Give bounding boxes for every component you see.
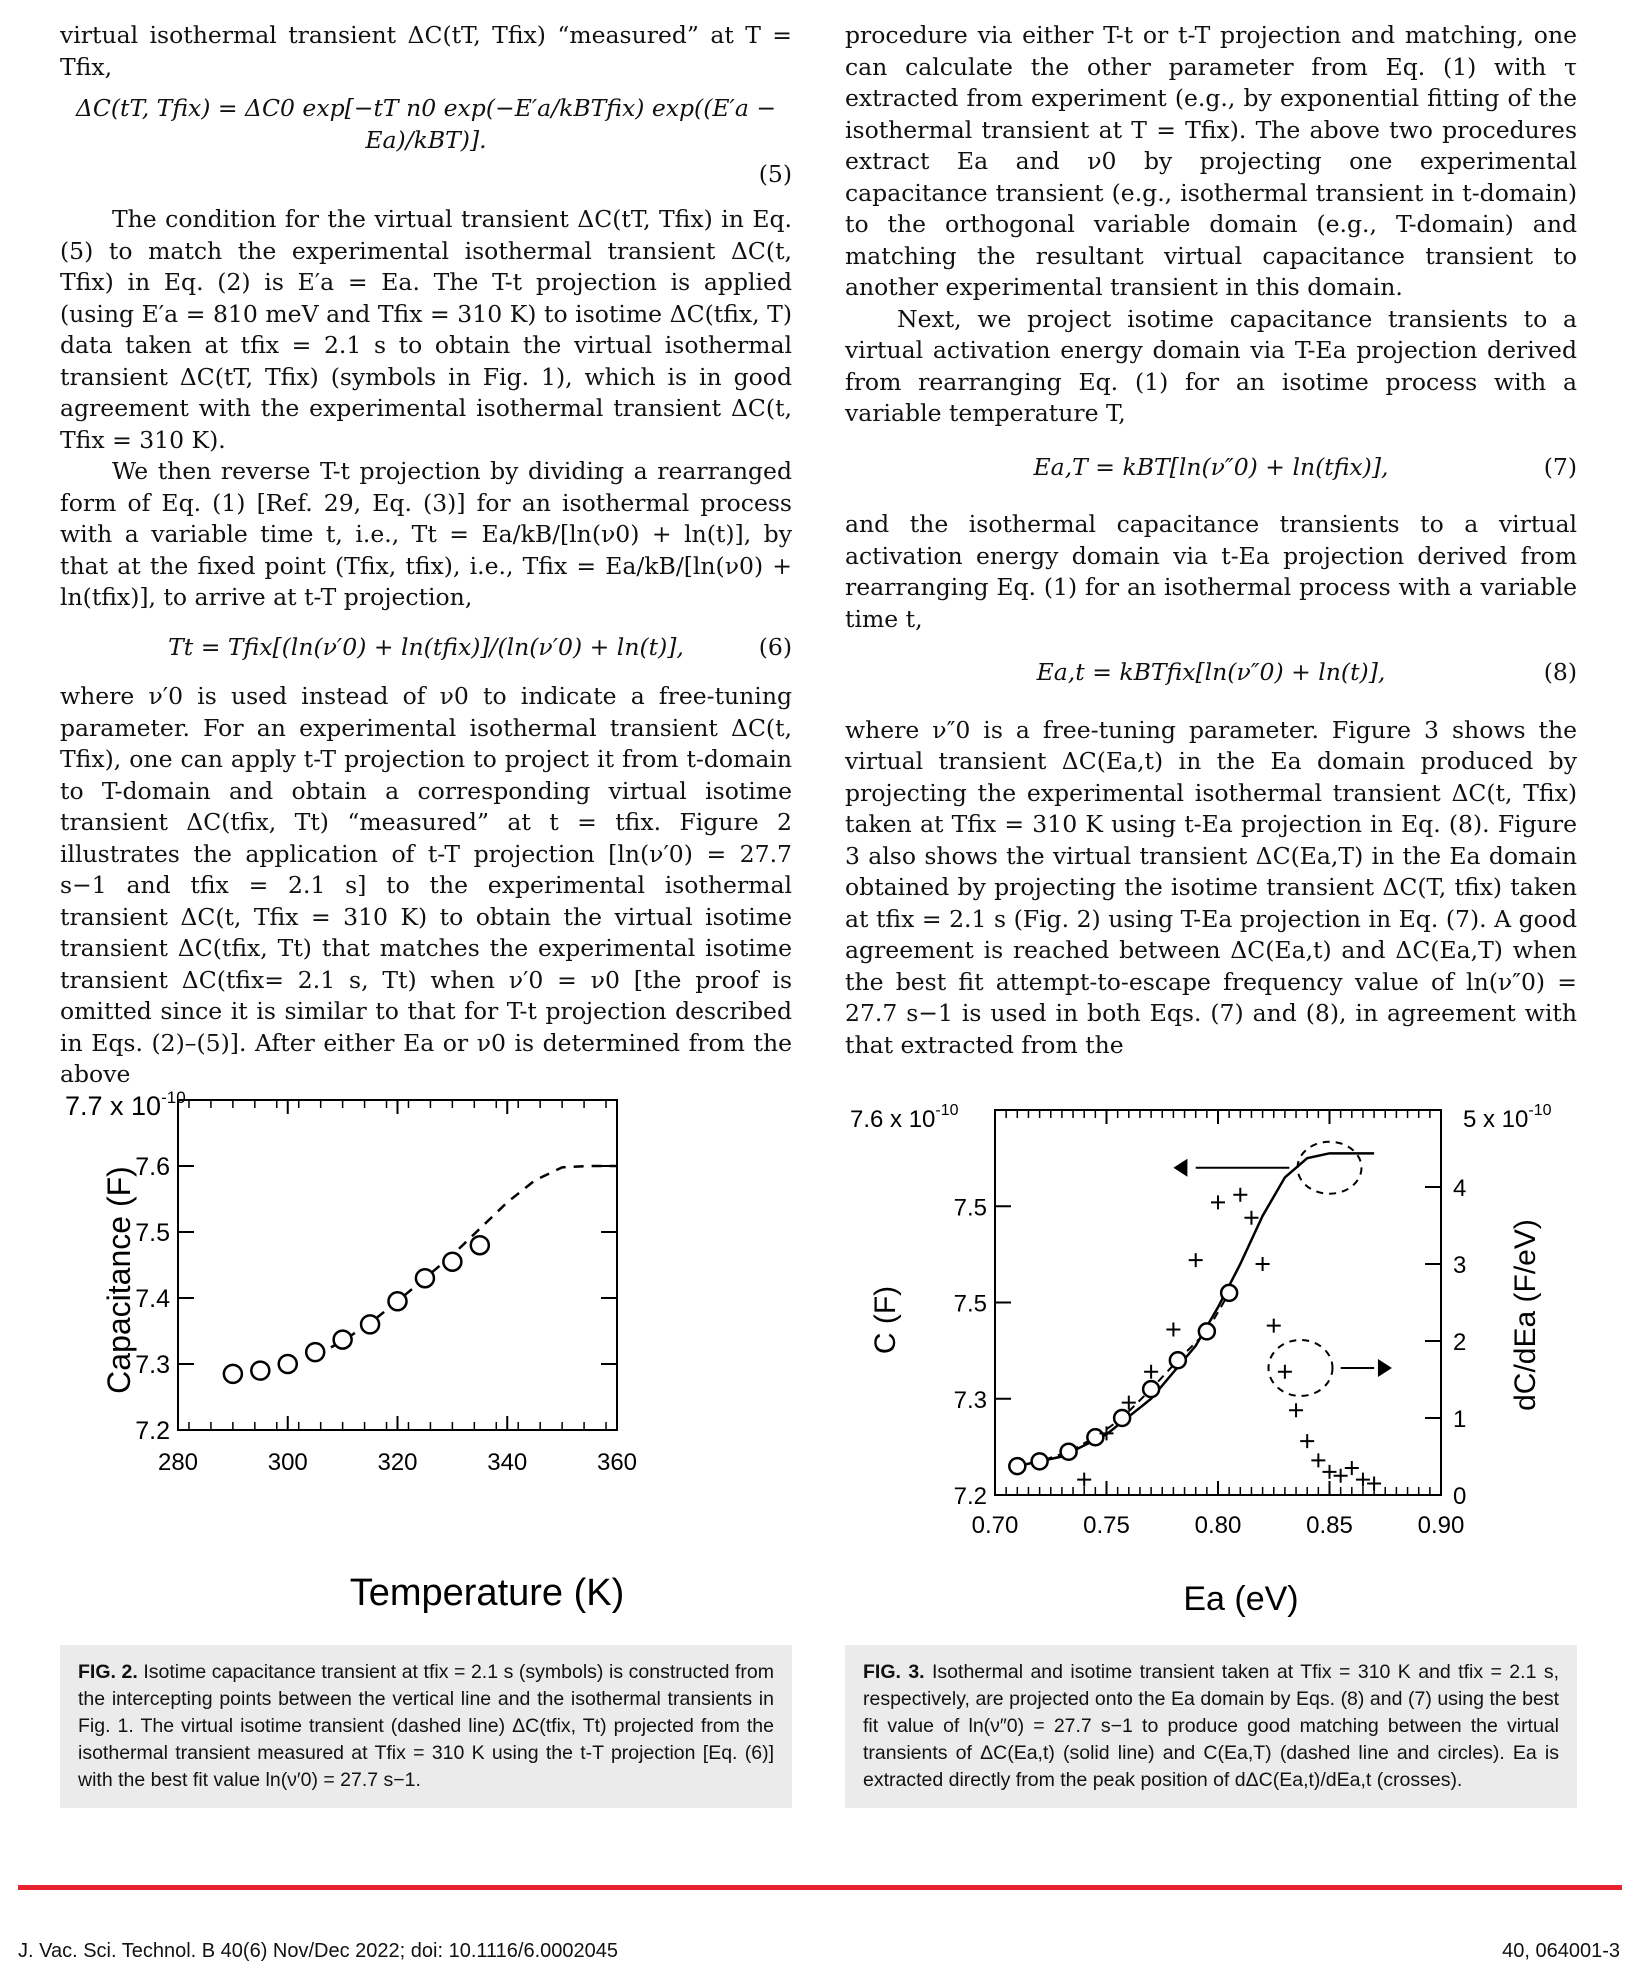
- equation-7-body: Ea,T = kBT[ln(ν″0) + ln(tfix)],: [1033, 452, 1389, 481]
- figure-3-cross-point: [1345, 1461, 1359, 1475]
- figure-3-x-tick-label: 0.75: [1083, 1512, 1130, 1539]
- right-paragraph-4: where ν″0 is a free-tuning parameter. Figure 3 shows the virtual transient ΔC(Ea,t) in the Ea domain produced by projecting the experimental isothermal transient ΔC(t, Tfix) taken at Tfix = 310 K using t-Ea projection in Eq. (8). Figure 3 also shows the virtual transient ΔC(Ea,T) in the Ea domain obtained by projecting the isotime transient ΔC(T, tfix) taken at tfix = 2.1 s (Fig. 2) using T-Ea projection in Eq. (7). A good agreement is reached between ΔC(Ea,t) and ΔC(Ea,T) when the best fit attempt-to-escape frequency value of ln(ν″0) = 27.7 s−1 is used in both Eqs. (7) and (8), in agreement with that extracted from the: [845, 715, 1577, 1059]
- figure-3-circle-point: [1009, 1458, 1025, 1474]
- figure-3-y-tick-label: 7.5: [953, 1194, 987, 1222]
- figure-2-caption: [60, 1645, 792, 1808]
- figure-3-caption: [845, 1645, 1577, 1808]
- left-paragraph-4: where ν′0 is used instead of ν0 to indicate a free-tuning parameter. For an experimental isothermal transient ΔC(t, Tfix), one can apply t-T projection to project it from t-domain to T-domain and obtain a corresponding virtual isotime transient ΔC(tfix, Tt) “measured” at t = tfix. Figure 2 illustrates the application of t-T projection [ln(ν′0) = 27.7 s−1 and tfix = 2.1 s] to the experimental isothermal transient ΔC(t, Tfix = 310 K) to obtain the virtual isotime transient ΔC(tfix, Tt) that matches the experimental isotime transient ΔC(tfix= 2.1 s, Tt) when ν′0 = ν0 [the proof is omitted since it is similar to that for T-t projection described in Eqs. (2)–(5)]. After either Ea or ν0 is determined from the above: [60, 682, 792, 1088]
- figure-3-y2-axis-label: dC/dEa (F/eV): [1509, 1219, 1542, 1411]
- figure-3-cross-point: [1289, 1403, 1303, 1417]
- figure-2-y-axis-label: Capacitance (F): [101, 1166, 137, 1394]
- figure-3-cross-point: [1334, 1469, 1348, 1483]
- figure-3-circle-point: [1221, 1285, 1237, 1301]
- figure-2-data-point: [416, 1269, 434, 1287]
- figure-2-x-tick-label: 280: [157, 1449, 199, 1476]
- figure-3-y-tick-label: 7.5: [953, 1290, 987, 1318]
- figure-3-caption-text: Isothermal and isotime transient taken at Tfix = 310 K and tfix = 2.1 s, respectively, are projected onto the Ea domain by Eqs. (8) and (7) using the best fit value of ln(ν″0) = 27.7 s−1 to produce good matching between the virtual transients of ΔC(Ea,t) (solid line) and C(Ea,T) (dashed line and circles). Ea is extracted directly from the peak position of dΔC(Ea,t)/dEa,t (crosses).: [863, 1661, 1559, 1791]
- figure-3-x-tick-label: 0.80: [1194, 1512, 1242, 1539]
- figure-3-cross-point: [1256, 1257, 1270, 1271]
- figure-3-cross-point: [1278, 1365, 1292, 1379]
- figure-2-x-axis-label: Temperature (K): [349, 1572, 625, 1614]
- equation-6-number: (6): [758, 632, 792, 661]
- figure-3-cross-point: [1300, 1434, 1314, 1448]
- figure-3: [845, 1065, 1577, 1808]
- figure-3-cross-point: [1189, 1253, 1203, 1267]
- figure-2-plot-area: [135, 1100, 637, 1476]
- right-paragraph-1: procedure via either T-t or t-T projection and matching, one can calculate the other parameter from Eq. (1) with τ extracted from experiment (e.g., by exponential fitting of the isothermal transient at T = Tfix). The above two procedures extract Ea and ν0 by projecting one experimental capacitance transient (e.g., isothermal transient in t-domain) to the orthogonal variable domain (e.g., T-domain) and matching the resultant virtual capacitance transient to another experimental transient in this domain.: [845, 21, 1577, 301]
- footer-divider: [18, 1885, 1622, 1890]
- figure-3-circle-point: [1199, 1323, 1215, 1339]
- figure-2-y-tick-label: 7.2: [135, 1417, 170, 1445]
- figure-3-cross-point: [1356, 1473, 1370, 1487]
- figure-2-y-tick-label: 7.4: [135, 1285, 170, 1313]
- figure-3-y2-tick-label: 3: [1453, 1252, 1467, 1279]
- figure-3-cross-point: [1323, 1465, 1337, 1479]
- footer-page-number: 40, 064001-3: [1502, 1940, 1620, 1962]
- equation-8-number: (8): [1543, 658, 1577, 686]
- figure-3-circle-point: [1087, 1429, 1103, 1445]
- figure-2-data-point: [471, 1236, 489, 1254]
- figure-3-circle-point: [1143, 1381, 1159, 1397]
- equation-7: [845, 452, 1577, 484]
- figure-2-data-point: [443, 1253, 461, 1271]
- figure-2-exponent-label: 7.7 x $10^{-10}$: [65, 1088, 186, 1121]
- equation-8-body: Ea,t = kBTfix[ln(ν″0) + ln(t)],: [1036, 658, 1386, 686]
- figure-3-left-arrow-head: [1173, 1159, 1187, 1177]
- figure-3-dashed-line: [1017, 1293, 1229, 1466]
- figure-2-data-point: [224, 1365, 242, 1383]
- figure-3-right-arrow-head: [1378, 1359, 1392, 1377]
- figure-2: [60, 1065, 792, 1808]
- left-paragraph-3: We then reverse T-t projection by dividing a rearranged form of Eq. (1) [Ref. 29, Eq. (3)] for an isothermal process with a variable time t, i.e., Tt = Ea/kB/[ln(ν0) + ln(t)], by that at the fixed point (Tfix, tfix), i.e., Tfix = Ea/kB/[ln(ν0) + ln(tfix)], to arrive at t-T projection,: [60, 457, 792, 611]
- figure-3-x-tick-label: 0.70: [971, 1512, 1019, 1539]
- figure-3-annotation-ellipse: [1269, 1340, 1333, 1396]
- right-paragraph-3: and the isothermal capacitance transients to a virtual activation energy domain via t-Ea projection derived from rearranging Eq. (1) for an isothermal process with a variable time t,: [845, 510, 1577, 633]
- figure-3-y2-tick-label: 0: [1453, 1483, 1467, 1510]
- figure-2-data-point: [334, 1331, 352, 1349]
- equation-5-body: ΔC(tT, Tfix) = ΔC0 exp[−tT n0 exp(−E′a/kBTfix) exp((E′a − Ea)/kBT)].: [75, 94, 777, 154]
- left-paragraph-1: virtual isothermal transient ΔC(tT, Tfix) “measured” at T = Tfix,: [60, 21, 792, 81]
- figure-2-y-tick-label: 7.6: [135, 1153, 170, 1181]
- left-column: [60, 20, 792, 1091]
- figure-3-cross-point: [1233, 1188, 1247, 1202]
- equation-5-number: (5): [758, 159, 792, 188]
- figure-3-chart: [845, 1065, 1577, 1645]
- figure-3-circle-point: [1061, 1444, 1077, 1460]
- right-paragraph-2: Next, we project isotime capacitance transients to a virtual activation energy domain via T-Ea projection derived from rearranging Eq. (1) for an isotime process with a variable temperature T,: [845, 304, 1577, 427]
- figure-3-cross-point: [1166, 1322, 1180, 1336]
- figure-2-data-point: [279, 1355, 297, 1373]
- figure-3-cross-point: [1211, 1195, 1225, 1209]
- figure-3-circle-point: [1114, 1410, 1130, 1426]
- figure-3-x-tick-label: 0.90: [1417, 1512, 1465, 1539]
- figure-3-y2-exponent-label: 5 x $10^{-10}$: [1463, 1102, 1552, 1133]
- figure-3-cross-point: [1367, 1476, 1381, 1490]
- right-column: [845, 20, 1577, 1061]
- figure-3-y-axis-label: C (F): [869, 1285, 902, 1355]
- figure-3-y2-tick-label: 2: [1453, 1329, 1467, 1356]
- figure-3-cross-point: [1144, 1365, 1158, 1379]
- figure-3-x-axis-label: Ea (eV): [1183, 1580, 1299, 1618]
- footer-citation: J. Vac. Sci. Technol. B 40(6) Nov/Dec 2022; doi: 10.1116/6.0002045: [18, 1940, 619, 1962]
- figure-3-cross-point: [1267, 1319, 1281, 1333]
- figure-3-plot-area: [954, 1110, 1467, 1539]
- equation-7-number: (7): [1543, 452, 1577, 481]
- figure-2-data-point: [389, 1292, 407, 1310]
- figure-3-y2-tick-label: 1: [1453, 1406, 1467, 1433]
- figure-2-data-point: [251, 1362, 269, 1380]
- figure-3-y-tick-label: 7.3: [953, 1386, 987, 1414]
- figure-2-x-tick-label: 320: [377, 1449, 418, 1476]
- figure-3-annotation-ellipse: [1298, 1142, 1362, 1194]
- figure-3-circle-point: [1032, 1453, 1048, 1469]
- figure-2-data-point: [361, 1315, 379, 1333]
- figure-3-cross-point: [1311, 1453, 1325, 1467]
- figure-2-chart: [60, 1065, 792, 1645]
- figure-3-cross-point: [1077, 1473, 1091, 1487]
- figure-3-cross-point: [1244, 1211, 1258, 1225]
- figure-3-caption-label: FIG. 3.: [863, 1661, 925, 1683]
- figure-2-frame: [178, 1100, 617, 1430]
- figure-3-y-tick-label: 7.2: [953, 1483, 987, 1510]
- figure-3-y2-tick-label: 4: [1453, 1175, 1467, 1202]
- figure-2-x-tick-label: 360: [596, 1449, 638, 1476]
- equation-8: [845, 657, 1577, 689]
- figure-2-x-tick-label: 340: [487, 1449, 528, 1476]
- equation-6-body: Tt = Tfix[(ln(ν′0) + ln(tfix)]/(ln(ν′0) + ln(t)],: [168, 632, 684, 661]
- figure-3-exponent-label: 7.6 x $10^{-10}$: [850, 1102, 959, 1133]
- figure-3-x-tick-label: 0.85: [1306, 1512, 1353, 1539]
- equation-5: [60, 93, 792, 188]
- figure-2-data-point: [306, 1343, 324, 1361]
- left-paragraph-2: The condition for the virtual transient ΔC(tT, Tfix) in Eq. (5) to match the experimental isothermal transient ΔC(t, Tfix) in Eq. (2) is E′a = Ea. The T-t projection is applied (using E′a = 810 meV and Tfix = 310 K) to isotime ΔC(tfix, T) data taken at tfix = 2.1 s to obtain the virtual isothermal transient ΔC(tT, Tfix) (symbols in Fig. 1), which is in good agreement with the experimental isothermal transient ΔC(t, Tfix = 310 K).: [60, 205, 792, 454]
- figure-3-solid-line: [1017, 1153, 1374, 1466]
- equation-6: [60, 632, 792, 664]
- figure-2-x-tick-label: 300: [267, 1449, 308, 1476]
- figure-2-caption-text: Isotime capacitance transient at tfix = 2.1 s (symbols) is constructed from the intercepting points between the vertical line and the isothermal transients in Fig. 1. The virtual isotime transient (dashed line) ΔC(tfix, Tt) projected from the isothermal transient measured at Tfix = 310 K using the t-T projection [Eq. (6)] with the best fit value ln(ν′0) = 27.7 s−1.: [78, 1661, 774, 1791]
- figure-2-caption-label: FIG. 2.: [78, 1661, 138, 1683]
- figure-2-y-tick-label: 7.3: [135, 1351, 170, 1379]
- figure-2-y-tick-label: 7.5: [135, 1219, 170, 1247]
- figure-3-circle-point: [1170, 1352, 1186, 1368]
